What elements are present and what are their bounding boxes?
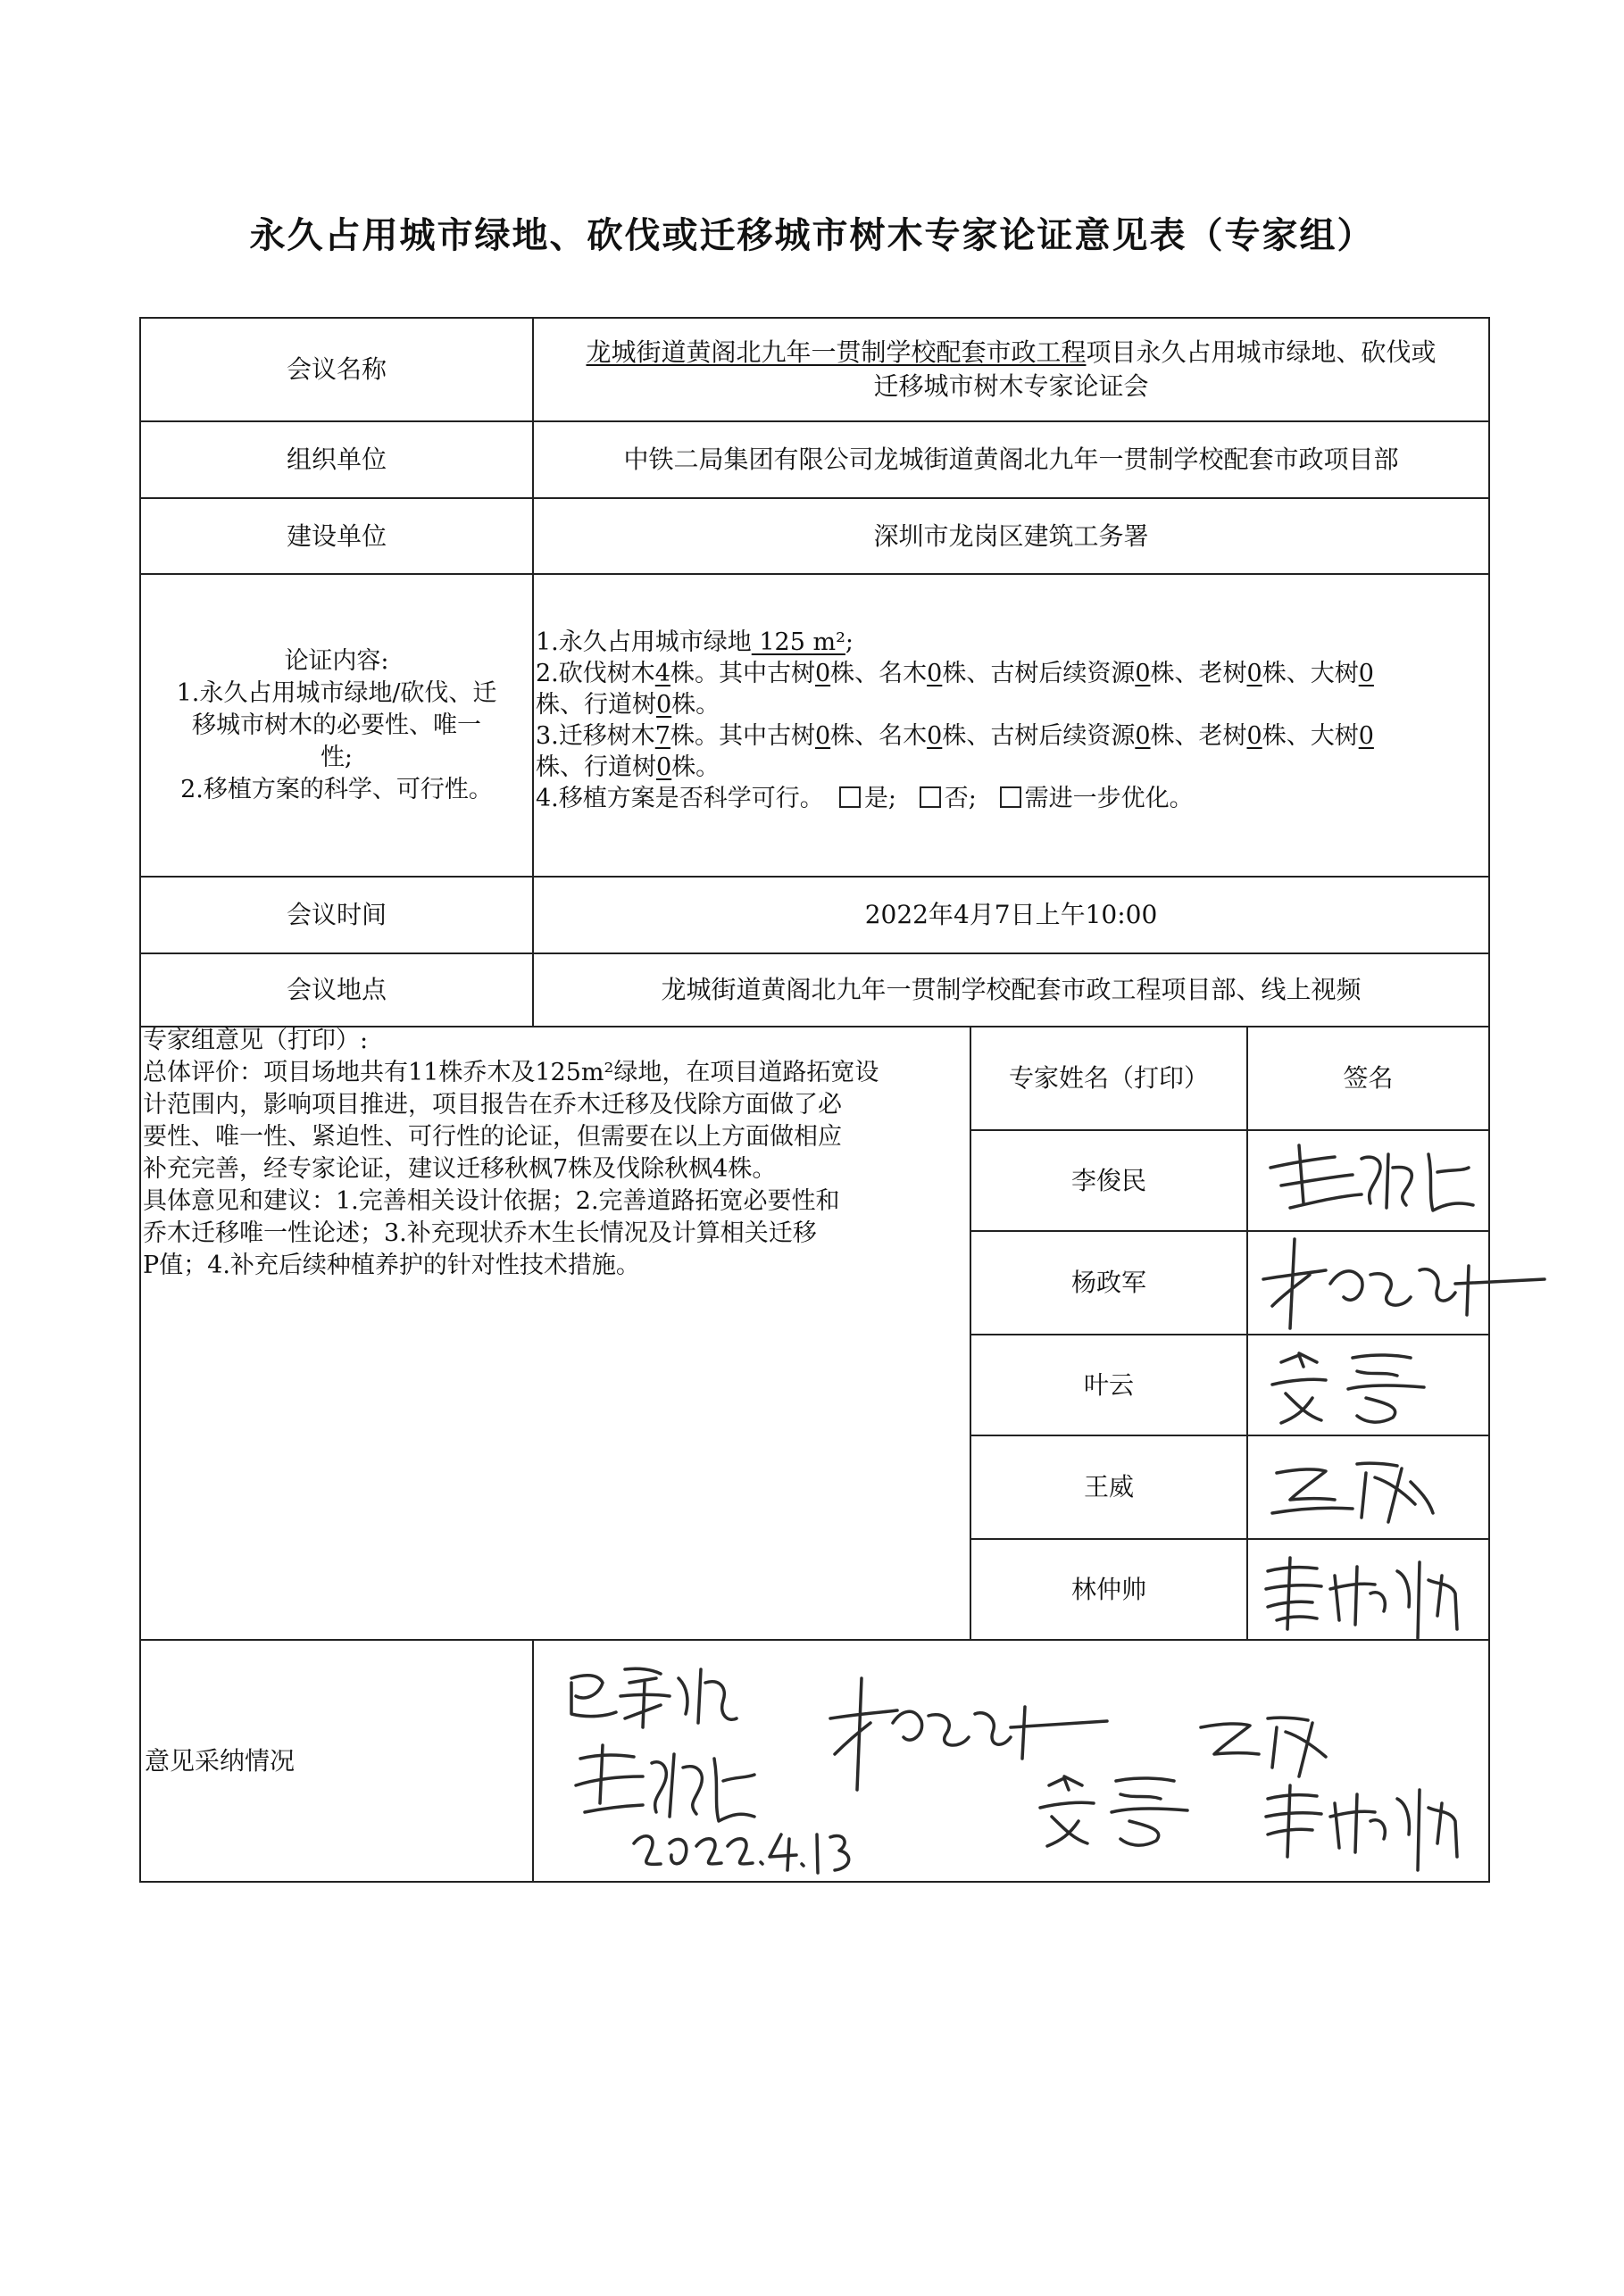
checkbox-yes[interactable] <box>839 786 861 808</box>
signature-5 <box>1250 1540 1491 1647</box>
meeting-name-underlined: 龙城街道黄阁北九年一贯制学校配套市政工程 <box>586 337 1087 367</box>
content-label-line: 移城市树木的必要性、唯一 <box>192 711 481 739</box>
place-label: 会议地点 <box>286 975 387 1004</box>
opinion-line: 计范围内，影响项目推进，项目报告在乔木迁移及伐除方面做了必 <box>143 1091 842 1119</box>
page-title: 永久占用城市绿地、砍伐或迁移城市树木专家论证意见表（专家组） <box>249 215 1375 256</box>
signature-3 <box>1250 1335 1455 1434</box>
signature-header: 签名 <box>1343 1063 1394 1093</box>
expert-name: 叶云 <box>1083 1369 1134 1400</box>
expert-name: 林仲帅 <box>1070 1574 1146 1604</box>
builder-value: 深圳市龙岗区建筑工务署 <box>873 520 1149 551</box>
opinion-line: 乔木迁移唯一性论述；3.补充现状乔木生长情况及计算相关迁移 <box>143 1219 817 1247</box>
expert-opinion <box>143 1025 964 1282</box>
content-label <box>141 575 532 876</box>
content-items <box>536 627 1487 814</box>
content-label-line: 2.移植方案的科学、可行性。 <box>180 775 493 803</box>
opinion-line: 总体评价：项目场地共有11株乔木及125m²绿地，在项目道路拓宽设 <box>143 1059 879 1086</box>
meeting-name-label: 会议名称 <box>286 354 387 384</box>
organizer-value: 中铁二局集团有限公司龙城街道黄阁北九年一贯制学校配套市政项目部 <box>623 445 1399 474</box>
opinion-line: 补充完善，经专家论证，建议迁移秋枫7株及伐除秋枫4株。 <box>143 1155 777 1183</box>
content-label-line: 性; <box>320 743 354 771</box>
meeting-name-line2: 迁移城市树木专家论证会 <box>873 371 1149 401</box>
checkbox-optimize[interactable] <box>1000 786 1021 808</box>
adoption-label: 意见采纳情况 <box>145 1745 296 1776</box>
content-item-3: 3.迁移树木7株。其中古树0株、名木0株、古树后续资源0株、老树0株、大树0 <box>536 722 1374 750</box>
checkbox-no[interactable] <box>920 786 941 808</box>
content-item-1: 1.永久占用城市绿地 125 m²; <box>536 628 854 656</box>
opinion-line: P值；4.补充后续种植养护的针对性技术措施。 <box>143 1252 640 1279</box>
opinion-line: 要性、唯一性、紧迫性、可行性的论证，但需要在以上方面做相应 <box>143 1123 842 1151</box>
signature-4 <box>1254 1437 1442 1535</box>
content-item-2-cont: 株、行道树0株。 <box>536 691 720 719</box>
area-value: 125 <box>751 628 813 656</box>
expert-name: 王威 <box>1083 1472 1134 1502</box>
content-item-3-cont: 株、行道树0株。 <box>536 753 720 781</box>
content-item-4: 4.移植方案是否科学可行。 是; 否; 需进一步优化。 <box>536 785 1194 812</box>
signature-2 <box>1254 1230 1549 1337</box>
time-value: 2022年4月7日上午10:00 <box>864 900 1158 929</box>
expert-name-header: 专家姓名（打印） <box>1008 1063 1209 1093</box>
meeting-name-rest: 项目永久占用城市绿地、砍伐或 <box>1086 337 1437 367</box>
opinion-line: 专家组意见（打印）: <box>143 1027 369 1054</box>
builder-label: 建设单位 <box>286 520 387 551</box>
place-value: 龙城街道黄阁北九年一贯制学校配套市政工程项目部、线上视频 <box>661 975 1362 1004</box>
content-item-2: 2.砍伐树木4株。其中古树0株、名木0株、古树后续资源0株、老树0株、大树0 <box>536 660 1374 687</box>
expert-name: 杨政军 <box>1070 1268 1146 1297</box>
expert-name: 李俊民 <box>1070 1165 1146 1195</box>
adoption-handwriting <box>536 1643 1487 1882</box>
signature-1 <box>1254 1132 1487 1230</box>
organizer-label: 组织单位 <box>286 445 387 474</box>
opinion-line: 具体意见和建议：1.完善相关设计依据；2.完善道路拓宽必要性和 <box>143 1187 840 1215</box>
meeting-name-value <box>534 319 1488 420</box>
content-label-line: 1.永久占用城市绿地/砍伐、迁 <box>176 678 497 707</box>
time-label: 会议时间 <box>286 900 387 929</box>
content-label-line: 论证内容: <box>284 646 389 675</box>
